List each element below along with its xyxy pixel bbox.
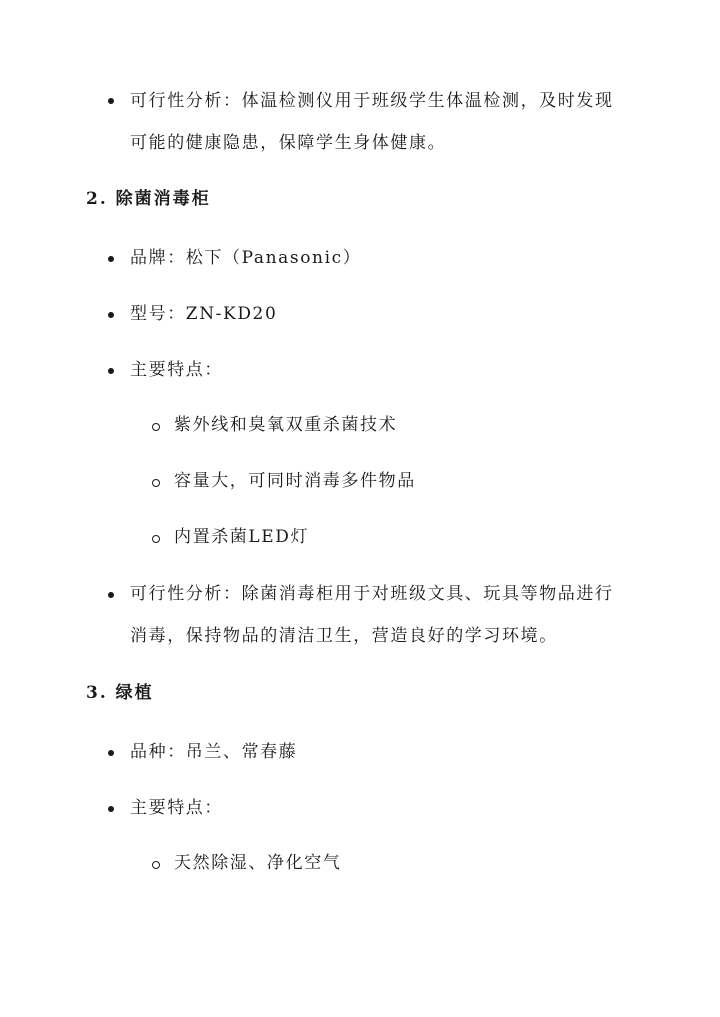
features-label: 主要特点： xyxy=(130,360,223,380)
bullet-dot xyxy=(108,98,114,104)
bullet-dot xyxy=(108,592,114,598)
sub-bullet-circle xyxy=(152,535,160,543)
feature-dehumidify: 天然除湿、净化空气 xyxy=(174,853,342,873)
bullet-dot xyxy=(108,256,114,262)
variety-line: 品种：吊兰、常春藤 xyxy=(130,742,298,762)
feature-led: 内置杀菌LED灯 xyxy=(174,527,310,547)
model-line: 型号：ZN-KD20 xyxy=(130,304,278,324)
feature-uv-ozone: 紫外线和臭氧双重杀菌技术 xyxy=(174,415,398,435)
feasibility-cabinet-line1: 可行性分析：除菌消毒柜用于对班级文具、玩具等物品进行 xyxy=(130,584,614,604)
section-heading-disinfection-cabinet: 2. 除菌消毒柜 xyxy=(86,189,211,209)
sub-bullet-circle xyxy=(152,861,160,869)
feasibility-cabinet-line2: 消毒，保持物品的清洁卫生，营造良好的学习环境。 xyxy=(130,626,558,646)
sub-bullet-circle xyxy=(152,479,160,487)
bullet-dot xyxy=(108,750,114,756)
feasibility-thermometer-line2: 可能的健康隐患，保障学生身体健康。 xyxy=(130,133,447,153)
bullet-dot xyxy=(108,312,114,318)
section-heading-plants: 3. 绿植 xyxy=(86,683,154,703)
feasibility-thermometer-line1: 可行性分析：体温检测仪用于班级学生体温检测，及时发现 xyxy=(130,91,614,111)
brand-line: 品牌：松下（Panasonic） xyxy=(130,248,362,268)
bullet-dot xyxy=(108,368,114,374)
sub-bullet-circle xyxy=(152,423,160,431)
feature-capacity: 容量大，可同时消毒多件物品 xyxy=(174,471,416,491)
plants-features-label: 主要特点： xyxy=(130,798,223,818)
bullet-dot xyxy=(108,806,114,812)
